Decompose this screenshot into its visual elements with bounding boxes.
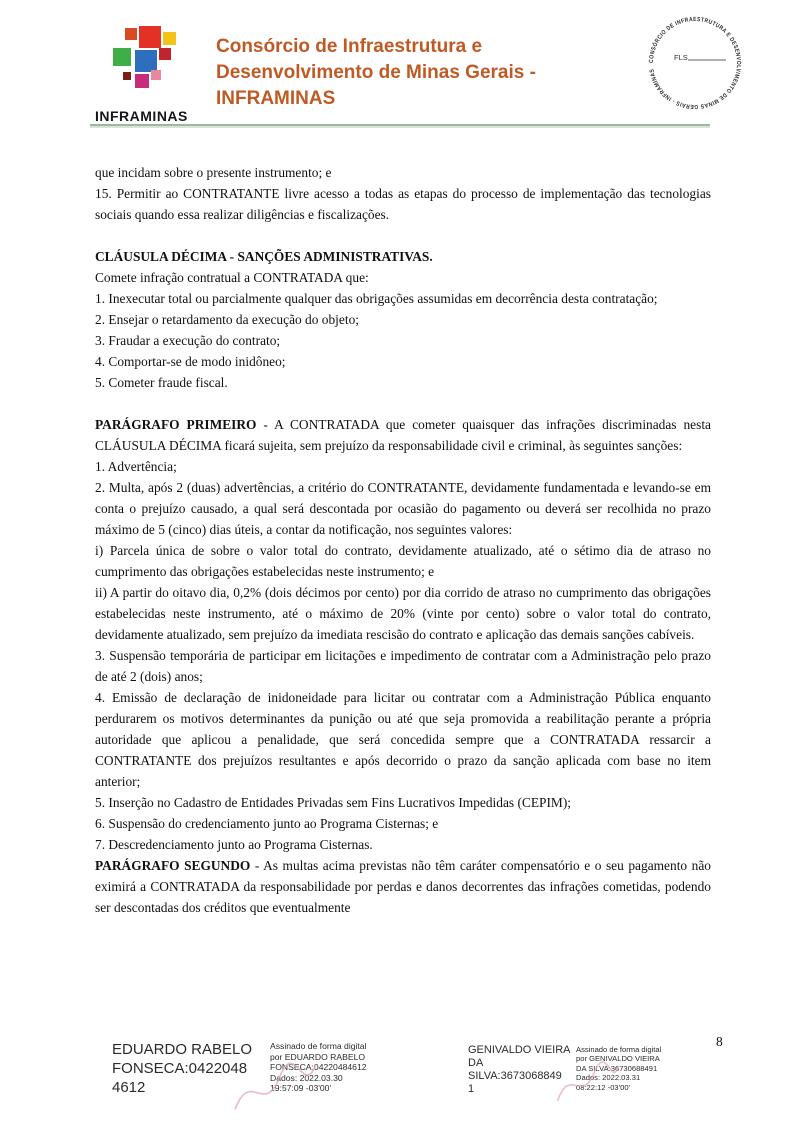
- signature-details-line: FONSECA:04220484612: [270, 1062, 367, 1073]
- paragraph: [95, 162, 711, 183]
- signature-details-line: 08:22:12 -03'00': [576, 1082, 630, 1092]
- stamp-seal: [642, 10, 748, 116]
- paragraph: [95, 645, 711, 687]
- stamp-seal-icon: [642, 10, 748, 116]
- text-run: ii) A partir do oitavo dia, 0,2% (dois décimos por cento) por dia corrido de atraso no cumprimento das obrigações estabelecidas neste instrumento, até o máximo de 20% (vinte por cento) sobre o valor total do contrato, devidamente atualizado, sem prejuízo da imediata rescisão do contrato e aplicação das demais sanções cabíveis.: [95, 585, 711, 642]
- paragraph: [95, 267, 711, 288]
- signature-details-line: Dados: 2022.03.30: [270, 1072, 343, 1083]
- paragraph: [95, 330, 711, 351]
- logo-square: [123, 72, 131, 80]
- signature-name: [468, 1044, 576, 1096]
- signature-name-line: DA: [468, 1057, 484, 1069]
- paragraph: [95, 834, 711, 855]
- logo: [95, 26, 207, 124]
- paragraph: [95, 351, 711, 372]
- text-run: que incidam sobre o presente instrumento; e: [95, 165, 332, 180]
- header-title-line-3: INFRAMINAS: [216, 88, 336, 109]
- logo-square: [113, 48, 131, 66]
- stamp-fls-label: FLS: [674, 53, 688, 62]
- stamp-ring-text: CONSÓRCIO DE INFRAESTRUTURA E DESENVOLVIMENTO DE MINAS GERAIS - INFRAMINAS: [648, 16, 742, 110]
- logo-square: [135, 74, 149, 88]
- paragraph: [95, 456, 711, 477]
- paragraph: [95, 309, 711, 330]
- paragraph: [95, 855, 711, 918]
- text-run: 2. Multa, após 2 (duas) advertências, a critério do CONTRATANTE, devidamente fundamentada e levando-se em conta o prejuízo causado, a qual será descontada por ocasião do pagamento ou deverá ser recolhida no prazo máximo de 5 (cinco) dias úteis, a contar da notificação, nos seguintes valores:: [95, 480, 711, 537]
- paragraph: [95, 477, 711, 540]
- signature-name-line: EDUARDO RABELO: [112, 1041, 253, 1058]
- signature-name-line: SILVA:3673068849: [468, 1070, 562, 1082]
- signature-details-line: Assinado de forma digital: [270, 1041, 367, 1051]
- signature-block-right: [468, 1044, 698, 1096]
- signature-details-line: por GENIVALDO VIEIRA: [576, 1054, 660, 1064]
- document-body: [95, 162, 711, 918]
- text-run: PARÁGRAFO PRIMEIRO: [95, 417, 257, 432]
- signature-name: [112, 1040, 270, 1097]
- logo-square: [151, 70, 161, 80]
- signature-details-line: Assinado de forma digital: [576, 1045, 662, 1054]
- signature-details-line: Dados: 2022.03.31: [576, 1073, 641, 1083]
- paragraph: [95, 288, 711, 309]
- paragraph: [95, 183, 711, 225]
- logo-square: [139, 26, 161, 48]
- text-run: 2. Ensejar o retardamento da execução do objeto;: [95, 312, 359, 327]
- signature-name-line: GENIVALDO VIEIRA: [468, 1044, 571, 1056]
- signature-name-line: FONSECA:0422048: [112, 1060, 248, 1077]
- paragraph: [95, 540, 711, 582]
- signature-details-line: DA SILVA:36730688491: [576, 1063, 658, 1073]
- text-run: 7. Descredenciamento junto ao Programa Cisternas.: [95, 837, 373, 852]
- paragraph: [95, 372, 711, 393]
- paragraph: [95, 582, 711, 645]
- signature-details-line: por EDUARDO RABELO: [270, 1051, 366, 1062]
- paragraph: [95, 246, 711, 267]
- text-run: 3. Fraudar a execução do contrato;: [95, 333, 281, 348]
- logo-square: [163, 32, 176, 45]
- signature-block-left: [112, 1040, 412, 1097]
- text-run: 5. Cometer fraude fiscal.: [95, 375, 228, 390]
- signature-details: [576, 1044, 686, 1096]
- logo-square: [125, 28, 137, 40]
- logo-text: INFRAMINAS: [95, 108, 188, 124]
- paragraph: [95, 792, 711, 813]
- text-run: PARÁGRAFO SEGUNDO: [95, 858, 251, 873]
- text-run: 6. Suspensão do credenciamento junto ao Programa Cisternas; e: [95, 816, 439, 831]
- text-run: 4. Emissão de declaração de inidoneidade para licitar ou contratar com a Administração Pública enquanto perdurarem os motivos determinantes da punição ou até que seja promovida a reabilitação perante a própria autoridade que aplicou a penalidade, que será concedida sempre que a CONTRATADA ressarcir a CONTRATANTE dos prejuízos resultantes e após decorrido o prazo da sanção aplicada com base no item anterior;: [95, 690, 711, 789]
- logo-square: [159, 48, 171, 60]
- text-run: i) Parcela única de sobre o valor total do contrato, devidamente atualizado, até o sétimo dia de atraso no cumprimento das obrigações estabelecidas neste instrumento; e: [95, 543, 711, 579]
- header-title-line-1: Consórcio de Infraestrutura e: [216, 36, 483, 57]
- header-rule: [90, 124, 710, 126]
- text-run: 1. Inexecutar total ou parcialmente qualquer das obrigações assumidas em decorrência desta contratação;: [95, 291, 658, 306]
- header-title: [216, 34, 536, 112]
- paragraph: [95, 813, 711, 834]
- text-run: - A CONTRATADA que cometer quaisquer das infrações discriminadas nesta CLÁUSULA DÉCIMA ficará sujeita, sem prejuízo da responsabilidade civil e criminal, às seguintes sanções:: [95, 417, 711, 453]
- paragraph: [95, 414, 711, 456]
- logo-square: [135, 50, 157, 72]
- signature-details-line: 19:57:09 -03'00': [270, 1083, 332, 1094]
- paragraph: [95, 687, 711, 792]
- text-run: - As multas acima previstas não têm caráter compensatório e o seu pagamento não eximirá a CONTRATADA da responsabilidade por perdas e danos decorrentes das infrações cometidas, podendo ser descontadas dos créditos que eventualmente: [95, 858, 711, 915]
- text-run: 3. Suspensão temporária de participar em licitações e impedimento de contratar com a Administração pelo prazo de até 2 (dois) anos;: [95, 648, 711, 684]
- text-run: 15. Permitir ao CONTRATANTE livre acesso a todas as etapas do processo de implementação das tecnologias sociais quando essa realizar diligências e fiscalizações.: [95, 186, 711, 222]
- header-title-line-2: Desenvolvimento de Minas Gerais -: [216, 62, 536, 83]
- text-run: Comete infração contratual a CONTRATADA que:: [95, 270, 369, 285]
- text-run: 1. Advertência;: [95, 459, 177, 474]
- page-number: 8: [716, 1034, 723, 1049]
- text-run: 4. Comportar-se de modo inidôneo;: [95, 354, 286, 369]
- text-run: CLÁUSULA DÉCIMA - SANÇÕES ADMINISTRATIVAS.: [95, 249, 433, 264]
- text-run: 5. Inserção no Cadastro de Entidades Privadas sem Fins Lucrativos Impedidas (CEPIM);: [95, 795, 572, 810]
- signature-name-line: 1: [468, 1083, 475, 1095]
- signature-name-line: 4612: [112, 1079, 146, 1096]
- svg-text:CONSÓRCIO DE INFRAESTRUTURA E: [649, 17, 741, 109]
- logo-icon: [109, 26, 181, 84]
- signature-details: [270, 1040, 388, 1097]
